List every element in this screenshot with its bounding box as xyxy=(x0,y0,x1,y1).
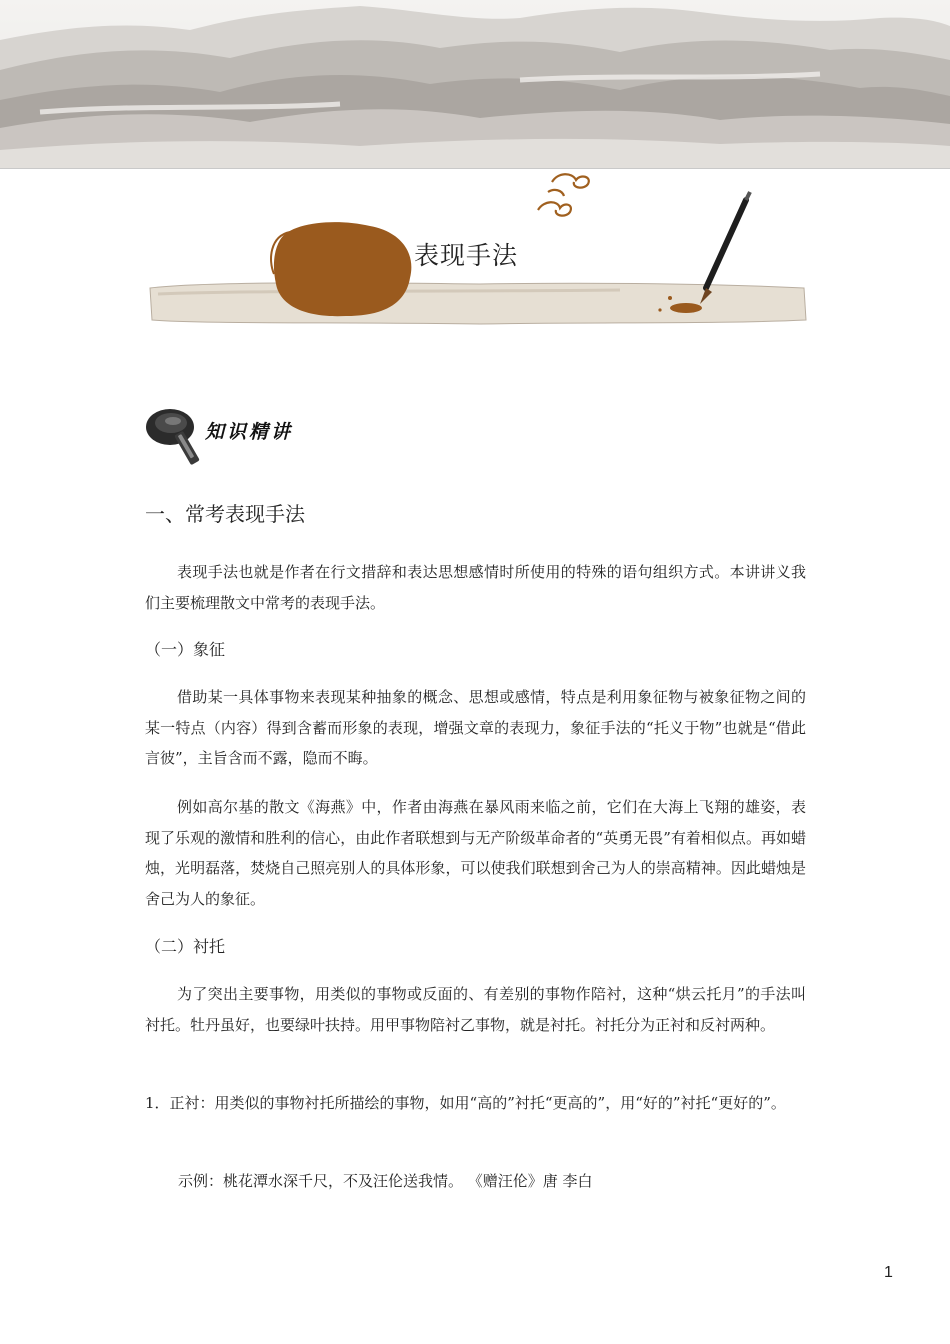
intro-paragraph: 表现手法也就是作者在行文措辞和表达思想感情时所使用的特殊的语句组织方式。本讲讲义我们主要梳理散文中常考的表现手法。 xyxy=(145,563,806,612)
cloud-swirl-icon xyxy=(538,174,589,215)
mountain-banner xyxy=(0,0,950,168)
example-line: 示例：桃花潭水深千尺，不及汪伦送我情。 《赠汪伦》唐 李白 xyxy=(178,1172,593,1190)
foil-item-1: 1．正衬：用类似的事物衬托所描绘的事物，如用“高的”衬托“更高的”，用“好的”衬托“更好的”。 xyxy=(145,1094,786,1112)
foil-paragraph: 为了突出主要事物，用类似的事物或反面的、有差别的事物作陪衬，这种“烘云托月”的手法叫衬托。牡丹虽好，也要绿叶扶持。用甲事物陪衬乙事物，就是衬托。衬托分为正衬和反衬两种。 xyxy=(145,985,806,1034)
page-title: 表现手法 xyxy=(414,241,519,270)
symbol-paragraph-1: 借助某一具体事物来表现某种抽象的概念、思想或感情，特点是利用象征物与被象征物之间的某一特点（内容）得到含蓄而形象的表现，增强文章的表现力，象征手法的“托义于物”也就是“借此言彼”，主旨含而不露，隐而不晦。 xyxy=(145,688,806,767)
section-title: 知识精讲 xyxy=(205,421,294,443)
symbol-paragraph-2: 例如高尔基的散文《海燕》中，作者由海燕在暴风雨来临之前，它们在大海上飞翔的雄姿，表现了乐观的激情和胜利的信心，由此作者联想到与无产阶级革命者的“英勇无畏”有着相似点。再如蜡烛，光明磊落，焚烧自己照亮别人的具体形象，可以使我们联想到舍己为人的崇高精神。因此蜡烛是舍己为人的象征。 xyxy=(145,798,806,908)
page-number: 1 xyxy=(884,1264,893,1281)
banner-divider xyxy=(0,168,950,169)
foil-heading: （二）衬托 xyxy=(145,937,226,956)
inkstone-icon xyxy=(145,405,209,469)
symbol-heading: （一）象征 xyxy=(145,640,226,659)
heading-1: 一、常考表现手法 xyxy=(145,502,305,526)
